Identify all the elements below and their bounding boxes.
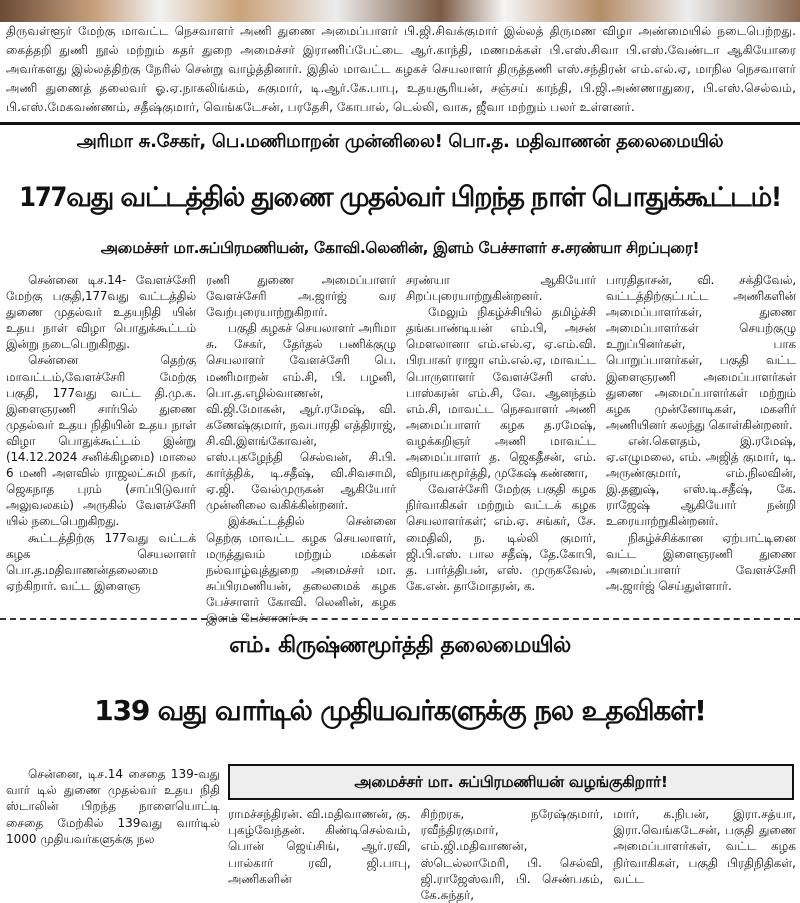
paragraph: பகுதி கழகச் செயலாளர் அரிமா சு. சேகர், தேர்தல் பணிக்குழு செயலாளர் வேளச்சேரி பெ. மணிமாறன் எம்.சி, பி. பழனி, பொ.த.எழில்வாணன், வி.ஜி.மோகன், ஆர்.ரமேஷ், வி. கணேஷ்குமார், நவபாரதி எத்திராஜ், சி.வி.இளங்கோவன், எஸ்.புகழேந்தி செல்வன், சி.பி. கார்த்திக், டி.சதீஷ், வி.சிவசாமி, ஏ.ஜி. வேல்முருகன் ஆகியோர் முன்னிலை வகிக்கின்றனர். bbox=[206, 321, 396, 513]
paragraph: சென்னை தெற்கு மாவட்டம்,வேளச்சேரி மேற்கு பகுதி, 177வது வட்ட தி.மு.க. இளைஞரணி சார்பில் துணை முதல்வர் உதய நிதியின் உதய நாள் விழா பொதுக்கூட்டம் இன்று (14.12.2024 சனிக்கிழமை) மாலை 6 மணி அளவில் ராஜலட்சுமி நகர், ஜெகநாத புரம் (சாப்பிடுவார் அலுவலகம்) அருகில் வேளச்சேரி யில் நடைபெறுகிறது. bbox=[6, 353, 196, 529]
paragraph: சென்னை டிச.14- வேளச்சேரி மேற்கு பகுதி,177வது வட்டத்தில் துணை முதல்வர் உதயநிதி யின் உதய நாள் விழா பொதுக்கூட்டம் இன்று நடைபெறுகிறது. bbox=[6, 273, 196, 352]
article1-headline: 177வது வட்டத்தில் துணை முதல்வர் பிறந்த நாள் பொதுக்கூட்டம்! bbox=[19, 182, 781, 213]
article1-column-4 bbox=[606, 272, 796, 626]
article1-subhead: அமைச்சர் மா.சுப்பிரமணியன், கோவி.லெனின், இளம் பேச்சாளர் ச.சரண்யா சிறப்புரை! bbox=[100, 239, 700, 257]
paragraph: பாரதிதாசன், வி. சக்திவேல், வட்டத்திற்குட்பட்ட அணிகளின் அமைப்பாளர்கள், துணை அமைப்பாளர்கள் செயற்குழு உறுப்பினர்கள், பாக பொறுப்பாளர்கள், பகுதி வட்ட இளைஞரணி அமைப்பாளர்கள் துணை அமைப்பாளர்கள் மற்றும் கழக முன்னோடிகள், மகளிர் அணியினர் கலந்து கொள்கின்றனர். bbox=[606, 273, 796, 432]
paragraph: என்.கௌதம், இ.ரமேஷ், ஏ.எழுமலை, எம். அஜித் குமார், டி. அருண்குமார், எம்.நிலவின், இ.தனுஷ், எஸ்.டி.சதீஷ், கே. ராஜேஷ் ஆகியோர் நன்றி உரையாற்றுகின்றனர். bbox=[606, 433, 796, 529]
paragraph: நிகழ்ச்சிக்கான ஏற்பாட்டினை வட்ட இளைஞரணி துணை அமைப்பாளர் வேளச்சேரி அ.ஜார்ஜ் செய்துள்ளார். bbox=[606, 530, 796, 593]
paragraph: சென்னை, டிச.14 சைதை 139-வது வார் டில் துணை முதல்வர் உதய நிதி ஸ்டாலின் பிறந்த நாளையொட்டி சைதை மேற்கில் 139வது வார்டில் 1000 முதியவர்களுக்கு நல bbox=[6, 767, 220, 846]
article2-column-4: மார், க.நிபன், இரா.சத்யா, இரா.வெங்கடேசன், பகுதி துணை அமைப்பாளர்கள், வட்ட கழக நிர்வாகிகள், பகுதி பிரதிநிதிகள், வட்ட bbox=[613, 807, 796, 886]
article1-column-2 bbox=[206, 272, 396, 626]
paragraph: இக்கூட்டத்தில் சென்னை தெற்கு மாவட்ட கழக செயலாளர், மருத்துவம் மற்றும் மக்கள் நல்வாழ்வுத்துறை அமைச்சர் மா. சுப்பிரமணியன், தலைமைக் கழக பேச்சாளர் கோவி. லெனின், கழக இளம் பேச்சாளர் ச. bbox=[206, 514, 396, 625]
article2-kicker: எம். கிருஷ்ணமூர்த்தி தலைமையில் bbox=[229, 633, 571, 658]
paragraph: கூட்டத்திற்கு 177வது வட்டக் கழக செயலாளர் பொ.த.மதிவாணன்தலைமை ஏற்கிறார். வட்ட இளைஞ bbox=[6, 530, 196, 593]
paragraph: வேளச்சேரி மேற்கு பகுதி கழக நிர்வாகிகள் மற்றும் வட்டக் கழக செயலாளர்கள்; எம்.ஏ. சங்கர், சே. மைதிலி, ந. டில்லி குமார், ஜி.பி.எஸ். பால சதீஷ், தே.கோபி, த. பார்த்திபன், எஸ். முருகவேல், கே.என். தாமோதரன், க. bbox=[406, 482, 596, 593]
article2-body bbox=[228, 806, 796, 903]
article2-column-1 bbox=[6, 766, 220, 885]
article2-column-3: சிற்றரசு, நரேஷ்குமார், ரவீந்திரகுமார், எம்.ஜி.மதிவாணன், ஸ்டெல்லாமேரி, பி. செல்வி, ஜி.ராஜேஸ்வரி, பி. செண்பகம், கே.சுந்தர், bbox=[420, 807, 604, 903]
top-paragraph: திருவள்ளூர் மேற்கு மாவட்ட நெசவாளர் அணி துணை அமைப்பாளர் பி.ஜி.சிவக்குமார் இல்லத் திருமண விழா அண்மையில் நடைபெற்றது. கைத்தறி துணி நூல் மற்றும் கதர் துறை அமைச்சர் இராணிப்பேட்டை ஆர்.காந்தி, மணமக்கள் பி.எஸ்.சிவா பி.எஸ்.வேண்டா ஆகியோரை அவர்களது இல்லத்திற்கு நேரில் சென்று வாழ்த்தினார். இதில் மாவட்ட கழகச் செயலாளர் திருத்தணி எஸ்.சந்திரன் எம்.எல்.ஏ, மாநில நெசவாளர் அணி துணைத் தலைவர் ஓ.ஏ.நாகலிங்கம், சுகுமார், டி.ஆர்.கே.பாபு, உதயசூரியன், சஞ்சய் காந்தி, பி.ஜி.அண்ணாதுரை, பி.எஸ்.செல்வம், பி.எஸ்.மேகவண்ணம், சதீஷ்குமார், வெங்கடேசன், பரதேசி, கோபால், டெல்லி, வாசு, ஜீவா மற்றும் பலர் உள்ளனர். bbox=[6, 24, 796, 114]
article1-kicker: அரிமா சு.சேகர், பெ.மணிமாறன் முன்னிலை! பொ.த. மதிவாணன் தலைமையில் bbox=[76, 131, 724, 152]
article1-body bbox=[6, 272, 796, 625]
article2-column-2: ராமச்சந்திரன். வி.மதிவாணன், கு. புகழ்வேந்தன். கிண்டிசெல்வம், பொன் ஜெய்சிங், ஆர்.ரவி, பால்கார் ரவி, ஜி.பாபு, அணிகளின் bbox=[228, 807, 411, 886]
paragraph: சரண்யா ஆகியோர் சிறப்புரையாற்றுகின்றனர். bbox=[406, 273, 596, 304]
section-divider bbox=[0, 618, 800, 620]
paragraph: மேலும் நிகழ்ச்சியில் தமிழ்ச்சி தங்கபாண்டியன் எம்.பி, அசன் மௌலானா எம்.எல்.ஏ, ஏ.எம்.வி. பிரபாகர் ராஜா எம்.எல்.ஏ, மாவட்ட பொருளாளர் வேளச்சேரி எஸ். பாஸ்கரன் எம்.சி, வே. ஆனந்தம் எம்.சி, மாவட்ட நெசவாளர் அணி அமைப்பாளர் கழக த.ரமேஷ், வழக்கறிஞர் அணி மாவட்ட அமைப்பாளர் த. ஜெகதீசன், எம். விநாயகமூர்த்தி, முகேஷ் கண்ணா, bbox=[406, 305, 596, 481]
article1-column-3 bbox=[406, 272, 596, 626]
article2-headline: 139 வது வார்டில் முதியவர்களுக்கு நல உதவிகள்! bbox=[94, 694, 706, 727]
paragraph: ரணி துணை அமைப்பாளர் வேளச்சேரி அ.ஜார்ஜ் வர வேற்புரையாற்றுகிறார். bbox=[206, 273, 396, 320]
article2-boxed-subhead: அமைச்சர் மா. சுப்பிரமணியன் வழங்குகிறார்! bbox=[228, 764, 794, 800]
photo-strip bbox=[0, 0, 800, 22]
article1-column-1 bbox=[6, 272, 196, 626]
